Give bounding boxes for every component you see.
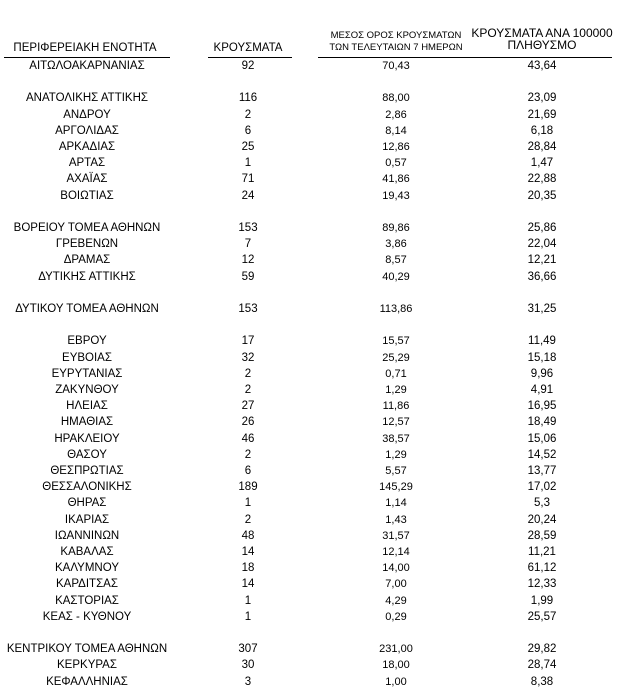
cell-cases: 71 [241, 173, 255, 186]
cell-7day-average: 4,29 [385, 594, 407, 607]
cell-region: ΔΡΑΜΑΣ [63, 254, 111, 267]
cell-cases: 17 [241, 335, 255, 348]
cell-cases-per-100k: 31,25 [527, 303, 557, 315]
cell-cases-per-100k: 1,99 [530, 594, 554, 607]
cell-7day-average: 0,71 [385, 367, 407, 380]
cell-region: ΚΕΡΚΥΡΑΣ [57, 659, 117, 672]
cell-region: ΗΜΑΘΙΑΣ [60, 416, 114, 429]
cell-cases: 2 [244, 448, 252, 461]
table-row [0, 479, 620, 495]
cell-cases: 1 [244, 610, 252, 623]
cell-region: ΔΥΤΙΚΗΣ ΑΤΤΙΚΗΣ [38, 270, 136, 283]
cell-7day-average: 88,00 [382, 92, 410, 105]
cell-cases: 26 [241, 416, 255, 429]
cell-cases-per-100k: 9,96 [530, 367, 554, 380]
cell-7day-average: 231,00 [379, 643, 413, 656]
table-row [0, 463, 620, 479]
cell-7day-average: 12,14 [382, 546, 410, 558]
cell-region: ΔΥΤΙΚΟΥ ΤΟΜΕΑ ΑΘΗΝΩΝ [15, 303, 159, 315]
cell-cases: 6 [244, 124, 252, 137]
cell-cases: 24 [241, 189, 255, 202]
cell-region: ΕΒΡΟΥ [67, 335, 107, 348]
cell-region: ΗΛΕΙΑΣ [66, 400, 108, 413]
cell-region: ΚΑΡΔΙΤΣΑΣ [56, 578, 118, 591]
cell-7day-average: 1,29 [385, 448, 407, 461]
cell-region: ΑΙΤΩΛΟΑΚΑΡΝΑΝΙΑΣ [29, 60, 145, 72]
cell-cases: 307 [238, 643, 258, 656]
cell-region: ΚΕΝΤΡΙΚΟΥ ΤΟΜΕΑ ΑΘΗΝΩΝ [6, 643, 168, 656]
cell-7day-average: 5,57 [385, 465, 407, 477]
cell-7day-average: 70,43 [382, 60, 410, 72]
cell-cases: 92 [241, 60, 255, 72]
cell-cases-per-100k: 18,49 [527, 416, 557, 429]
cell-cases: 2 [244, 367, 252, 380]
cell-region: ΑΧΑΪΑΣ [66, 173, 108, 186]
cell-cases: 46 [241, 432, 255, 445]
cell-cases-per-100k: 25,57 [527, 610, 557, 623]
table-row [0, 107, 620, 123]
table-row [0, 398, 620, 414]
header-7day-average [313, 30, 479, 54]
cell-cases: 27 [241, 400, 255, 413]
cell-cases-per-100k: 15,18 [527, 351, 557, 364]
cell-cases-per-100k: 29,82 [527, 643, 557, 656]
cell-cases: 32 [241, 351, 255, 364]
cell-region: ΚΕΦΑΛΛΗΝΙΑΣ [46, 675, 128, 688]
cell-cases-per-100k: 22,04 [527, 238, 557, 251]
cell-7day-average: 89,86 [382, 222, 410, 234]
cell-cases: 18 [241, 562, 255, 575]
cell-region: ΑΡΓΟΛΙΔΑΣ [55, 124, 119, 137]
cell-region: ΑΡΤΑΣ [68, 157, 106, 170]
cell-7day-average: 8,57 [385, 254, 407, 267]
table-row [0, 641, 620, 657]
cell-cases-per-100k: 43,64 [527, 60, 557, 72]
cell-region: ΚΑΛΥΜΝΟΥ [55, 562, 119, 575]
cell-cases: 1 [244, 497, 252, 510]
cell-cases-per-100k: 28,59 [527, 529, 557, 542]
table-row [0, 431, 620, 447]
cell-cases: 48 [241, 529, 255, 542]
cell-cases-per-100k: 28,84 [527, 141, 557, 153]
cell-cases: 2 [244, 384, 252, 396]
cell-region: ΘΗΡΑΣ [67, 497, 107, 510]
cell-7day-average: 113,86 [379, 303, 413, 315]
cell-7day-average: 11,86 [382, 400, 410, 413]
cell-cases-per-100k: 25,86 [527, 222, 557, 234]
table-row [0, 123, 620, 139]
table-row [0, 366, 620, 382]
cell-7day-average: 15,57 [382, 335, 410, 348]
cell-cases: 3 [244, 675, 252, 688]
table-row [0, 674, 620, 690]
table-row [0, 252, 620, 268]
table-row [0, 447, 620, 463]
cell-7day-average: 31,57 [382, 529, 410, 542]
cell-region: ΗΡΑΚΛΕΙΟΥ [54, 432, 120, 445]
cell-7day-average: 12,86 [382, 141, 410, 153]
cell-region: ΖΑΚΥΝΘΟΥ [55, 384, 119, 396]
cell-region: ΓΡΕΒΕΝΩΝ [55, 238, 119, 251]
cell-cases-per-100k: 12,21 [527, 254, 557, 267]
header-7day-average-line1: ΜΕΣΟΣ ΟΡΟΣ ΚΡΟΥΣΜΑΤΩΝ [330, 30, 462, 41]
cell-region: ΑΡΚΑΔΙΑΣ [58, 141, 116, 153]
cell-cases-per-100k: 61,12 [527, 562, 557, 575]
cell-region: ΘΕΣΣΑΛΟΝΙΚΗΣ [42, 481, 132, 494]
cell-cases: 6 [244, 465, 252, 477]
cell-cases-per-100k: 4,91 [530, 384, 554, 396]
cell-cases: 14 [241, 578, 255, 591]
cell-cases-per-100k: 8,38 [530, 675, 554, 688]
cell-region: ΑΝΑΤΟΛΙΚΗΣ ΑΤΤΙΚΗΣ [25, 92, 148, 105]
cell-cases-per-100k: 36,66 [527, 270, 557, 283]
cell-7day-average: 0,29 [385, 610, 407, 623]
cell-cases-per-100k: 15,06 [527, 432, 557, 445]
table-row [0, 171, 620, 187]
cell-7day-average: 3,86 [385, 238, 407, 251]
cell-7day-average: 1,29 [385, 384, 407, 396]
cell-cases-per-100k: 12,33 [527, 578, 557, 591]
table-row [0, 528, 620, 544]
cell-cases-per-100k: 11,49 [528, 335, 556, 348]
cell-cases: 12 [241, 254, 255, 267]
table-row [0, 301, 620, 317]
table-row [0, 495, 620, 511]
cell-cases: 153 [238, 222, 258, 234]
table-row [0, 414, 620, 430]
cell-cases: 116 [238, 92, 258, 105]
table-row [0, 657, 620, 673]
cell-cases: 189 [238, 481, 258, 494]
cell-region: ΕΥΒΟΙΑΣ [62, 351, 112, 364]
cell-cases-per-100k: 16,95 [527, 400, 557, 413]
cell-cases: 1 [244, 157, 252, 170]
table-row [0, 593, 620, 609]
cell-7day-average: 19,43 [382, 189, 410, 202]
cell-region: ΑΝΔΡΟΥ [63, 108, 111, 121]
cell-cases: 25 [241, 141, 255, 153]
cell-cases-per-100k: 20,35 [527, 189, 557, 202]
cell-cases-per-100k: 17,02 [527, 481, 557, 494]
table-row [0, 269, 620, 285]
cell-region: ΙΩΑΝΝΙΝΩΝ [54, 529, 120, 542]
cell-7day-average: 1,43 [385, 513, 407, 526]
cell-7day-average: 12,57 [382, 416, 410, 429]
cell-7day-average: 25,29 [382, 351, 410, 364]
cell-cases: 153 [238, 303, 258, 315]
cell-region: ΒΟΙΩΤΙΑΣ [60, 189, 114, 202]
cell-7day-average: 18,00 [382, 659, 410, 672]
cell-region: ΒΟΡΕΙΟΥ ΤΟΜΕΑ ΑΘΗΝΩΝ [13, 222, 161, 234]
cell-region: ΚΑΣΤΟΡΙΑΣ [55, 594, 119, 607]
cell-cases-per-100k: 11,21 [528, 546, 556, 558]
cell-7day-average: 1,00 [385, 675, 407, 688]
cell-cases-per-100k: 21,69 [527, 108, 557, 121]
table-row [0, 333, 620, 349]
cell-cases-per-100k: 13,77 [527, 465, 557, 477]
cell-7day-average: 40,29 [382, 270, 410, 283]
cell-region: ΙΚΑΡΙΑΣ [64, 513, 110, 526]
cell-7day-average: 8,14 [385, 124, 407, 137]
cell-7day-average: 7,00 [385, 578, 407, 591]
table-row [0, 90, 620, 106]
cell-cases: 1 [244, 594, 252, 607]
cell-cases-per-100k: 6,18 [530, 124, 554, 137]
table-row [0, 220, 620, 236]
cell-7day-average: 38,57 [382, 432, 410, 445]
table-row [0, 58, 620, 74]
cell-cases-per-100k: 22,88 [527, 173, 557, 186]
table-row [0, 155, 620, 171]
cell-cases-per-100k: 28,74 [527, 659, 557, 672]
cell-7day-average: 145,29 [379, 481, 413, 494]
table-row [0, 560, 620, 576]
header-cases-per-100k-line1: ΚΡΟΥΣΜΑΤΑ ΑΝΑ 100000 [471, 26, 613, 40]
cell-cases: 59 [241, 270, 255, 283]
cell-region: ΚΕΑΣ - ΚΥΘΝΟΥ [42, 610, 132, 623]
header-cases-per-100k [467, 27, 617, 51]
header-cases: ΚΡΟΥΣΜΑΤΑ [213, 42, 283, 54]
table-row [0, 350, 620, 366]
cell-7day-average: 2,86 [385, 108, 407, 121]
header-7day-average-line2: ΤΩΝ ΤΕΛΕΥΤΑΙΩΝ 7 ΗΜΕΡΩΝ [329, 42, 463, 53]
cell-7day-average: 41,86 [382, 173, 410, 186]
table-row [0, 382, 620, 398]
cell-region: ΘΑΣΟΥ [67, 448, 107, 461]
table-row [0, 139, 620, 155]
table-row [0, 512, 620, 528]
cell-cases-per-100k: 5,3 [534, 497, 550, 510]
cell-cases: 2 [244, 513, 252, 526]
cell-cases-per-100k: 23,09 [527, 92, 557, 105]
table-row [0, 544, 620, 560]
table-row [0, 576, 620, 592]
cell-7day-average: 0,57 [385, 157, 407, 170]
cell-cases-per-100k: 14,52 [527, 448, 557, 461]
table-row [0, 188, 620, 204]
header-region: ΠΕΡΙΦΕΡΕΙΑΚΗ ΕΝΟΤΗΤΑ [13, 42, 157, 54]
cell-cases: 2 [244, 108, 252, 121]
cell-region: ΘΕΣΠΡΩΤΙΑΣ [50, 465, 124, 477]
cell-cases-per-100k: 1,47 [530, 157, 554, 170]
table-row [0, 609, 620, 625]
cell-cases: 30 [241, 659, 255, 672]
cell-cases-per-100k: 20,24 [527, 513, 557, 526]
cell-cases: 7 [244, 238, 252, 251]
table-row [0, 236, 620, 252]
header-cases-per-100k-line2: ΠΛΗΘΥΣΜΟ [507, 38, 577, 52]
cell-7day-average: 1,14 [385, 497, 407, 510]
cell-cases: 14 [241, 546, 255, 558]
cell-region: ΚΑΒΑΛΑΣ [60, 546, 114, 558]
cell-region: ΕΥΡΥΤΑΝΙΑΣ [51, 367, 123, 380]
cell-7day-average: 14,00 [382, 562, 410, 575]
